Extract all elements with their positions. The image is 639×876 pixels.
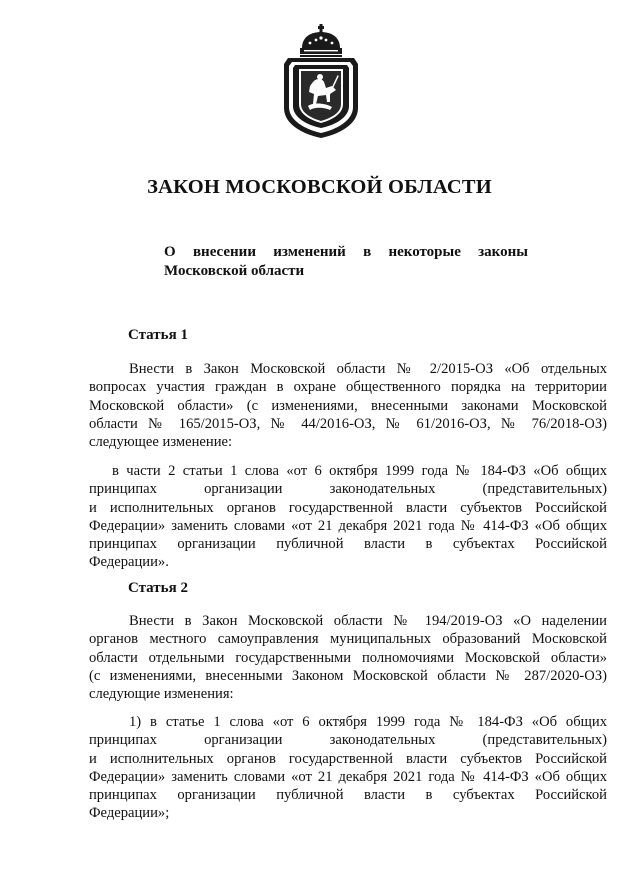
text-line: следующие изменения: bbox=[89, 686, 234, 703]
text-line: Федерации» заменить словами «от 21 декабря 2021 года № 414-ФЗ «Об общих bbox=[89, 517, 607, 534]
text-line: Федерации» заменить словами «от 21 декабря 2021 года № 414-ФЗ «Об общих bbox=[89, 768, 607, 785]
text-line: в части 2 статьи 1 слова «от 6 октября 1999 года № 184-ФЗ «Об общих bbox=[112, 463, 607, 479]
text-line: области № 165/2015-ОЗ, № 44/2016-ОЗ, № 61/2016-ОЗ, № 76/2018-ОЗ) bbox=[89, 415, 607, 432]
text-line: области отдельными государственными полномочиями Московской области» bbox=[89, 649, 607, 666]
subject-line-1: О внесении изменений в некоторые законы bbox=[164, 244, 528, 260]
article-1-paragraph-2 bbox=[89, 462, 607, 572]
text-line: 1) в статье 1 слова «от 6 октября 1999 года № 184-ФЗ «Об общих bbox=[129, 714, 607, 730]
article-2-heading: Статья 2 bbox=[128, 580, 188, 596]
law-subject bbox=[164, 243, 528, 281]
text-line: (с изменениями, внесенными Законом Московской области № 287/2020-ОЗ) bbox=[89, 667, 607, 684]
text-line: принципах организации законодательных (представительных) bbox=[89, 481, 607, 498]
text-line: принципах организации публичной власти в субъектах Российской bbox=[89, 536, 607, 553]
text-line: Внести в Закон Московской области № 2/2015-ОЗ «Об отдельных bbox=[129, 361, 607, 377]
text-line: и исполнительных органов государственной власти субъектов Российской bbox=[89, 750, 607, 767]
text-line: принципах организации публичной власти в субъектах Российской bbox=[89, 787, 607, 804]
law-title: ЗАКОН МОСКОВСКОЙ ОБЛАСТИ bbox=[147, 176, 492, 198]
subject-line-2: Московской области bbox=[164, 263, 305, 279]
article-1-heading: Статья 1 bbox=[128, 327, 188, 343]
article-1-paragraph-1 bbox=[89, 360, 607, 451]
article-2-paragraph-1 bbox=[89, 612, 607, 703]
text-line: вопросах участия граждан в охране общественного порядка на территории bbox=[89, 379, 607, 396]
text-line: следующее изменение: bbox=[89, 434, 233, 451]
moscow-oblast-coat-of-arms-icon bbox=[280, 24, 362, 140]
text-line: Федерации»; bbox=[89, 805, 170, 822]
article-2-paragraph-2 bbox=[89, 713, 607, 823]
text-line: органов местного самоуправления муниципальных образований Московской bbox=[89, 631, 607, 648]
text-line: и исполнительных органов государственной власти субъектов Российской bbox=[89, 499, 607, 516]
text-line: Внести в Закон Московской области № 194/2019-ОЗ «О наделении bbox=[129, 613, 607, 629]
text-line: Московской области» (с изменениями, внесенными законами Московской bbox=[89, 397, 607, 414]
text-line: принципах организации законодательных (представительных) bbox=[89, 732, 607, 749]
text-line: Федерации». bbox=[89, 554, 169, 571]
